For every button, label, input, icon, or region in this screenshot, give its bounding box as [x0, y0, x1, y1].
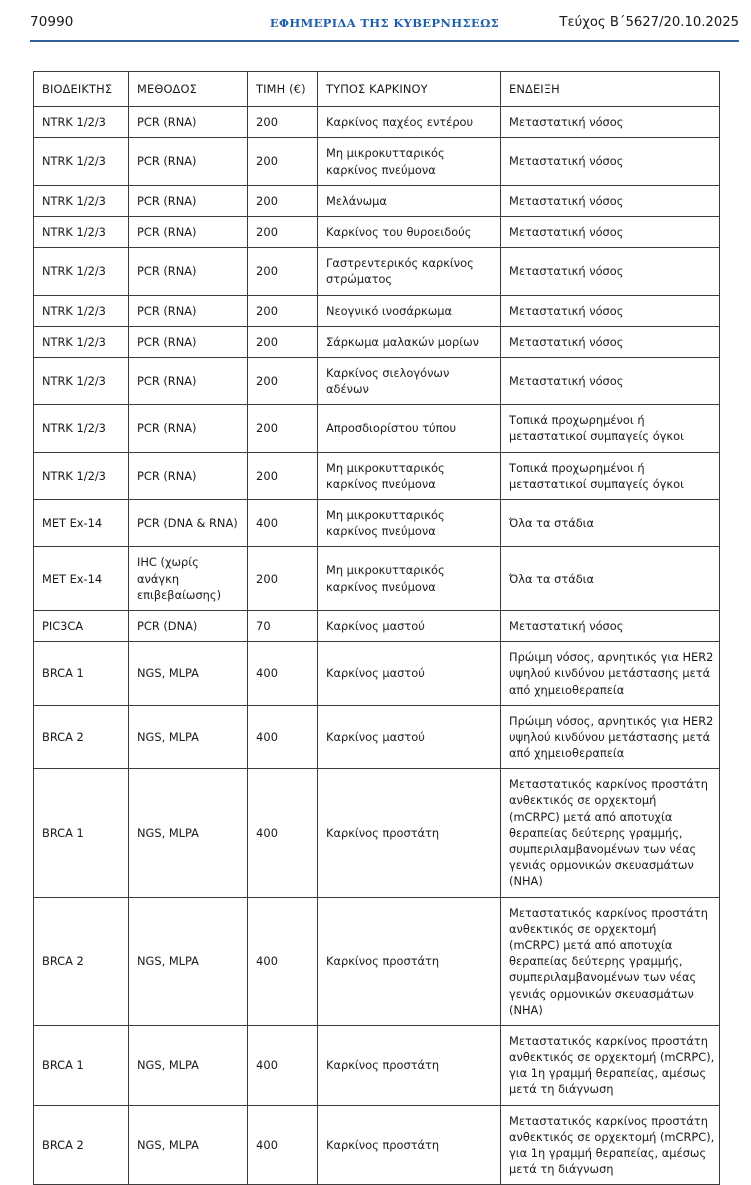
header-divider: [30, 40, 739, 42]
cell-biomarker: NTRK 1/2/3: [34, 357, 129, 404]
cell-line: γενιάς ορμονικών σκευασμάτων: [509, 986, 694, 1001]
cell-cancer_type: [318, 610, 501, 641]
cell-line: Μεταστατική νόσος: [509, 115, 624, 130]
cell-line: Μεταστατική νόσος: [509, 334, 624, 349]
cell-line: Καρκίνος προστάτη: [326, 825, 440, 840]
cell-text: [326, 114, 493, 130]
cell-text: [509, 114, 712, 130]
cell-line: Μεταστατική νόσος: [509, 303, 624, 318]
cell-text: [509, 263, 712, 279]
page-running-header: [0, 0, 751, 44]
cell-text: [326, 1137, 493, 1153]
table-row: [34, 769, 720, 897]
cell-method: PCR (RNA): [129, 248, 248, 295]
cell-method: NGS, MLPA: [129, 705, 248, 769]
cell-price: 200: [248, 452, 318, 499]
cell-cancer_type: [318, 405, 501, 452]
cell-line: ανθεκτικός σε ορχεκτομή (mCRPC),: [509, 1050, 715, 1065]
table-row: [34, 295, 720, 326]
cell-line: Καρκίνος παχέος εντέρου: [326, 115, 474, 130]
cell-text: [326, 460, 493, 492]
column-header-price: ΤΙΜΗ (€): [248, 72, 318, 107]
cell-biomarker: PIC3CA: [34, 610, 129, 641]
cell-text: [326, 224, 493, 240]
cell-cancer_type: [318, 769, 501, 897]
cell-line: IHC (χωρίς: [137, 555, 199, 570]
cell-indication: [501, 405, 720, 452]
cell-price: 70: [248, 610, 318, 641]
cell-indication: [501, 642, 720, 706]
cell-price: 200: [248, 138, 318, 185]
cell-text: [509, 193, 712, 209]
cell-line: Καρκίνος μαστού: [326, 666, 425, 681]
cell-cancer_type: [318, 897, 501, 1025]
cell-line: Όλα τα στάδια: [509, 516, 595, 531]
cell-price: 200: [248, 547, 318, 611]
cell-text: [326, 618, 493, 634]
cell-indication: [501, 547, 720, 611]
cell-line: ανάγκη: [137, 571, 180, 586]
column-header-biomarker: ΒΙΟΔΕΙΚΤΗΣ: [34, 72, 129, 107]
table-head: [34, 72, 720, 107]
cell-text: [509, 776, 712, 889]
cell-text: [326, 420, 493, 436]
cell-line: Μεταστατικός καρκίνος προστάτη: [509, 1113, 709, 1128]
table-row: [34, 452, 720, 499]
cell-method: PCR (RNA): [129, 326, 248, 357]
cell-line: θεραπείας δεύτερης γραμμής,: [509, 825, 683, 840]
table-row: [34, 405, 720, 452]
cell-indication: [501, 326, 720, 357]
column-header-cancer_type: ΤΥΠΟΣ ΚΑΡΚΙΝΟΥ: [318, 72, 501, 107]
cell-method: NGS, MLPA: [129, 1025, 248, 1105]
column-header-method: ΜΕΘΟΔΟΣ: [129, 72, 248, 107]
cell-line: Τοπικά προχωρημένοι ή: [509, 413, 645, 428]
cell-line: καρκίνος πνεύμονα: [326, 476, 436, 491]
cell-line: ανθεκτικός σε ορχεκτομή: [509, 921, 657, 936]
cell-line: (mCRPC) μετά από αποτυχία: [509, 937, 673, 952]
cell-price: 200: [248, 107, 318, 138]
cell-method: PCR (DNA): [129, 610, 248, 641]
cell-text: [326, 303, 493, 319]
cell-text: [326, 665, 493, 681]
cell-line: μεταστατικοί συμπαγείς όγκοι: [509, 429, 684, 444]
cell-biomarker: BRCA 2: [34, 1105, 129, 1185]
cell-indication: [501, 769, 720, 897]
cell-biomarker: NTRK 1/2/3: [34, 185, 129, 216]
cell-line: Νεογνικό ινοσάρκωμα: [326, 303, 453, 318]
cell-line: συμπεριλαμβανομένων των νέας: [509, 970, 697, 985]
cell-line: μεταστατικοί συμπαγείς όγκοι: [509, 476, 684, 491]
table-row: [34, 610, 720, 641]
cell-price: 200: [248, 248, 318, 295]
cell-method: PCR (RNA): [129, 452, 248, 499]
cell-cancer_type: [318, 295, 501, 326]
cell-method: PCR (DNA & RNA): [129, 500, 248, 547]
cell-line: από χημειοθεραπεία: [509, 746, 625, 761]
biomarker-table: [33, 71, 720, 1185]
cell-indication: [501, 107, 720, 138]
cell-line: στρώματος: [326, 272, 393, 287]
cell-line: Απροσδιορίστου τύπου: [326, 421, 457, 436]
cell-line: Καρκίνος του θυροειδούς: [326, 224, 472, 239]
cell-indication: [501, 248, 720, 295]
cell-biomarker: MET Ex-14: [34, 547, 129, 611]
cell-price: 400: [248, 642, 318, 706]
cell-text: [509, 713, 712, 762]
cell-line: Μη μικροκυτταρικός: [326, 146, 445, 161]
cell-price: 200: [248, 405, 318, 452]
cell-line: Μεταστατική νόσος: [509, 618, 624, 633]
cell-method: PCR (RNA): [129, 216, 248, 247]
gazette-masthead: ΕΦΗΜΕΡΙΔΑ ΤΗΣ ΚΥΒΕΡΝΗΣΕΩΣ: [269, 16, 500, 30]
cell-price: 400: [248, 897, 318, 1025]
cell-line: υψηλού κινδύνου μετάστασης μετά: [509, 666, 711, 681]
cell-biomarker: NTRK 1/2/3: [34, 405, 129, 452]
cell-line: ανθεκτικός σε ορχεκτομή: [509, 793, 657, 808]
cell-method: PCR (RNA): [129, 138, 248, 185]
table-row: [34, 1105, 720, 1185]
cell-line: θεραπείας δεύτερης γραμμής,: [509, 954, 683, 969]
cell-method: NGS, MLPA: [129, 769, 248, 897]
cell-line: μετά τη διάγνωση: [509, 1082, 614, 1097]
cell-line: Μεταστατική νόσος: [509, 264, 624, 279]
cell-line: Καρκίνος μαστού: [326, 729, 425, 744]
cell-text: [509, 373, 712, 389]
cell-text: [509, 303, 712, 319]
cell-cancer_type: [318, 185, 501, 216]
cell-indication: [501, 1105, 720, 1185]
table-row: [34, 500, 720, 547]
cell-price: 400: [248, 705, 318, 769]
cell-line: καρκίνος πνεύμονα: [326, 162, 436, 177]
cell-cancer_type: [318, 357, 501, 404]
cell-text: [326, 365, 493, 397]
cell-line: Πρώιμη νόσος, αρνητικός για HER2: [509, 713, 714, 728]
cell-text: [137, 554, 240, 603]
cell-line: Μεταστατικός καρκίνος προστάτη: [509, 905, 709, 920]
cell-biomarker: MET Ex-14: [34, 500, 129, 547]
cell-cancer_type: [318, 248, 501, 295]
cell-line: Όλα τα στάδια: [509, 571, 595, 586]
cell-line: Γαστρεντερικός καρκίνος: [326, 256, 474, 271]
cell-line: υψηλού κινδύνου μετάστασης μετά: [509, 729, 711, 744]
cell-cancer_type: [318, 107, 501, 138]
cell-indication: [501, 1025, 720, 1105]
cell-text: [326, 729, 493, 745]
issue-reference: Τεύχος Β΄5627/20.10.2025: [559, 15, 739, 30]
cell-line: για 1η γραμμή θεραπείας, αμέσως: [509, 1066, 707, 1081]
cell-line: Μεταστατικός καρκίνος προστάτη: [509, 1033, 709, 1048]
table-row: [34, 1025, 720, 1105]
cell-text: [509, 1113, 715, 1178]
cell-method: [129, 547, 248, 611]
cell-cancer_type: [318, 642, 501, 706]
cell-line: Μη μικροκυτταρικός: [326, 460, 445, 475]
cell-method: PCR (RNA): [129, 295, 248, 326]
cell-biomarker: NTRK 1/2/3: [34, 452, 129, 499]
cell-indication: [501, 452, 720, 499]
cell-biomarker: BRCA 1: [34, 1025, 129, 1105]
cell-price: 400: [248, 1105, 318, 1185]
cell-text: [509, 460, 712, 492]
cell-indication: [501, 897, 720, 1025]
cell-biomarker: NTRK 1/2/3: [34, 295, 129, 326]
cell-line: ανθεκτικός σε ορχεκτομή (mCRPC),: [509, 1129, 715, 1144]
table-row: [34, 642, 720, 706]
cell-text: [326, 825, 493, 841]
cell-cancer_type: [318, 138, 501, 185]
cell-text: [509, 649, 712, 698]
cell-text: [326, 255, 493, 287]
cell-line: Μελάνωμα: [326, 193, 387, 208]
cell-text: [509, 618, 712, 634]
cell-indication: [501, 216, 720, 247]
cell-line: Καρκίνος προστάτη: [326, 954, 440, 969]
table-row: [34, 357, 720, 404]
cell-line: συμπεριλαμβανομένων των νέας: [509, 842, 697, 856]
cell-cancer_type: [318, 326, 501, 357]
cell-line: Καρκίνος σιελογόνων: [326, 365, 450, 380]
cell-cancer_type: [318, 1105, 501, 1185]
cell-line: Μεταστατική νόσος: [509, 373, 624, 388]
cell-line: μετά τη διάγνωση: [509, 1162, 614, 1177]
cell-line: Μεταστατική νόσος: [509, 224, 624, 239]
table-row: [34, 547, 720, 611]
cell-method: NGS, MLPA: [129, 1105, 248, 1185]
cell-cancer_type: [318, 452, 501, 499]
cell-indication: [501, 185, 720, 216]
cell-cancer_type: [318, 500, 501, 547]
cell-line: Μεταστατική νόσος: [509, 154, 624, 169]
header-row: [30, 14, 739, 38]
cell-line: Τοπικά προχωρημένοι ή: [509, 460, 645, 475]
table-row: [34, 138, 720, 185]
cell-text: [326, 953, 493, 969]
cell-indication: [501, 295, 720, 326]
cell-line: Μεταστατική νόσος: [509, 193, 624, 208]
cell-line: για 1η γραμμή θεραπείας, αμέσως: [509, 1146, 707, 1160]
cell-indication: [501, 138, 720, 185]
cell-line: (NHA): [509, 1002, 543, 1017]
cell-indication: [501, 500, 720, 547]
cell-biomarker: BRCA 2: [34, 897, 129, 1025]
table-row: [34, 185, 720, 216]
page-number: 70990: [30, 14, 74, 30]
cell-text: [326, 562, 493, 594]
cell-line: από χημειοθεραπεία: [509, 682, 625, 697]
cell-text: [509, 412, 712, 444]
cell-biomarker: BRCA 1: [34, 769, 129, 897]
cell-price: 400: [248, 769, 318, 897]
cell-method: PCR (RNA): [129, 185, 248, 216]
cell-indication: [501, 610, 720, 641]
cell-text: [326, 507, 493, 539]
cell-cancer_type: [318, 705, 501, 769]
cell-text: [509, 515, 712, 531]
cell-price: 200: [248, 216, 318, 247]
cell-text: [326, 145, 493, 177]
table-row: [34, 216, 720, 247]
cell-method: NGS, MLPA: [129, 897, 248, 1025]
table-row: [34, 248, 720, 295]
cell-biomarker: NTRK 1/2/3: [34, 138, 129, 185]
cell-cancer_type: [318, 216, 501, 247]
cell-method: PCR (RNA): [129, 357, 248, 404]
cell-indication: [501, 705, 720, 769]
cell-price: 200: [248, 326, 318, 357]
table-header-row: [34, 72, 720, 107]
cell-line: Σάρκωμα μαλακών μορίων: [326, 334, 480, 349]
cell-price: 400: [248, 1025, 318, 1105]
cell-line: Μη μικροκυτταρικός: [326, 563, 445, 578]
cell-line: αδένων: [326, 382, 369, 397]
cell-text: [326, 193, 493, 209]
cell-text: [326, 334, 493, 350]
cell-line: (NHA): [509, 874, 543, 889]
table-row: [34, 326, 720, 357]
cell-line: επιβεβαίωσης): [137, 587, 222, 602]
cell-line: καρκίνος πνεύμονα: [326, 524, 436, 539]
cell-indication: [501, 357, 720, 404]
cell-biomarker: NTRK 1/2/3: [34, 326, 129, 357]
cell-price: 200: [248, 185, 318, 216]
table-row: [34, 705, 720, 769]
cell-biomarker: BRCA 2: [34, 705, 129, 769]
cell-line: Μεταστατικός καρκίνος προστάτη: [509, 777, 709, 792]
cell-price: 200: [248, 295, 318, 326]
table-row: [34, 897, 720, 1025]
cell-method: PCR (RNA): [129, 107, 248, 138]
cell-text: [509, 224, 712, 240]
cell-method: PCR (RNA): [129, 405, 248, 452]
cell-cancer_type: [318, 1025, 501, 1105]
cell-text: [509, 571, 712, 587]
cell-biomarker: NTRK 1/2/3: [34, 107, 129, 138]
cell-line: (mCRPC) μετά από αποτυχία: [509, 809, 673, 824]
cell-line: καρκίνος πνεύμονα: [326, 579, 436, 594]
table-body: [34, 107, 720, 1185]
cell-line: γενιάς ορμονικών σκευασμάτων: [509, 858, 694, 873]
cell-text: [509, 334, 712, 350]
cell-line: Καρκίνος μαστού: [326, 618, 425, 633]
cell-cancer_type: [318, 547, 501, 611]
cell-line: Καρκίνος προστάτη: [326, 1058, 440, 1073]
cell-biomarker: NTRK 1/2/3: [34, 216, 129, 247]
cell-price: 200: [248, 357, 318, 404]
cell-text: [509, 1033, 715, 1098]
cell-line: Μη μικροκυτταρικός: [326, 508, 445, 522]
cell-line: Καρκίνος προστάτη: [326, 1137, 440, 1152]
cell-text: [326, 1057, 493, 1073]
biomarker-table-container: [33, 71, 719, 1185]
cell-line: Πρώιμη νόσος, αρνητικός για HER2: [509, 650, 714, 665]
table-row: [34, 107, 720, 138]
cell-text: [509, 905, 712, 1018]
column-header-indication: ΕΝΔΕΙΞΗ: [501, 72, 720, 107]
cell-price: 400: [248, 500, 318, 547]
cell-biomarker: NTRK 1/2/3: [34, 248, 129, 295]
cell-method: NGS, MLPA: [129, 642, 248, 706]
cell-text: [509, 153, 712, 169]
cell-biomarker: BRCA 1: [34, 642, 129, 706]
